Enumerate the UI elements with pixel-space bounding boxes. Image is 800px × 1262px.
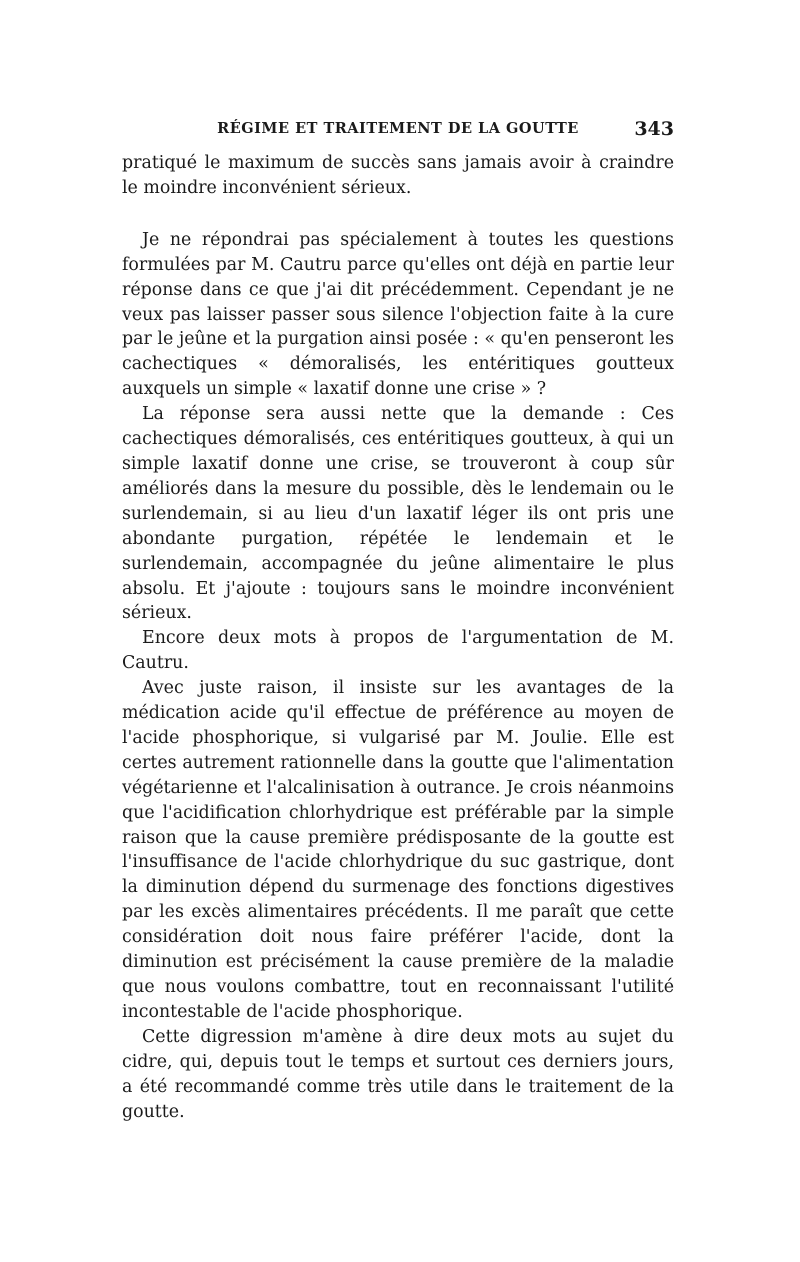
paragraph-acid-medication: Avec juste raison, il insiste sur les avantages de la médication acide qu'il effectue de préférence au moyen de l'acide phosphorique, si vulgarisé par M. Joulie. Elle est certes autrement rationnelle dans la goutte que l'alimentation végétarienne et l'alcalinisation à outrance. Je crois néanmoins que l'acidification chlorhydrique est préférable par la simple raison que la cause première prédisposante de la goutte est l'insuffisance de l'acide chlorhydrique du suc gastrique, dont la diminution dépend du surmenage des fonctions digestives par les excès alimentaires précédents. Il me paraît que cette considération doit nous faire préférer l'acide, dont la diminution est précisément la cause première de la maladie que nous voulons combattre, tout en reconnaissant l'utilité incontestable de l'acide phosphorique. bbox=[122, 678, 674, 1022]
paragraph-transition: Encore deux mots à propos de l'argumentation de M. Cautru. bbox=[122, 628, 674, 674]
running-head bbox=[122, 116, 674, 142]
page-number: 343 bbox=[634, 118, 674, 140]
running-title: RÉGIME ET TRAITEMENT DE LA GOUTTE bbox=[217, 120, 579, 137]
text-body bbox=[122, 151, 674, 1124]
paragraph-reply: Je ne répondrai pas spécialement à toutes les questions formulées par M. Cautru parce qu'elles ont déjà en partie leur réponse dans ce que j'ai dit précédemment. Cependant je ne veux pas laisser passer sous silence l'objection faite à la cure par le jeûne et la purgation ainsi posée : « qu'en penseront les cachectiques « démoralisés, les entéritiques goutteux auxquels un simple « laxatif donne une crise » ? bbox=[122, 229, 674, 400]
paragraph-continuation: pratiqué le maximum de succès sans jamais avoir à craindre le moindre inconvénient sérieux. bbox=[122, 153, 674, 198]
paragraph-cider: Cette digression m'amène à dire deux mots au sujet du cidre, qui, depuis tout le temps et surtout ces derniers jours, a été recommandé comme très utile dans le traitement de la goutte. bbox=[122, 1026, 674, 1122]
paragraph-answer: La réponse sera aussi nette que la demande : Ces cachectiques démoralisés, ces entéritiques goutteux, à qui un simple laxatif donne une crise, se trouveront à coup sûr améliorés dans la mesure du possible, dès le lendemain ou le surlendemain, si au lieu d'un laxatif léger ils ont pris une abondante purgation, répétée le lendemain et le surlendemain, accompagnée du jeûne alimentaire le plus absolu. Et j'ajoute : toujours sans le moindre inconvénient sérieux. bbox=[122, 404, 674, 624]
